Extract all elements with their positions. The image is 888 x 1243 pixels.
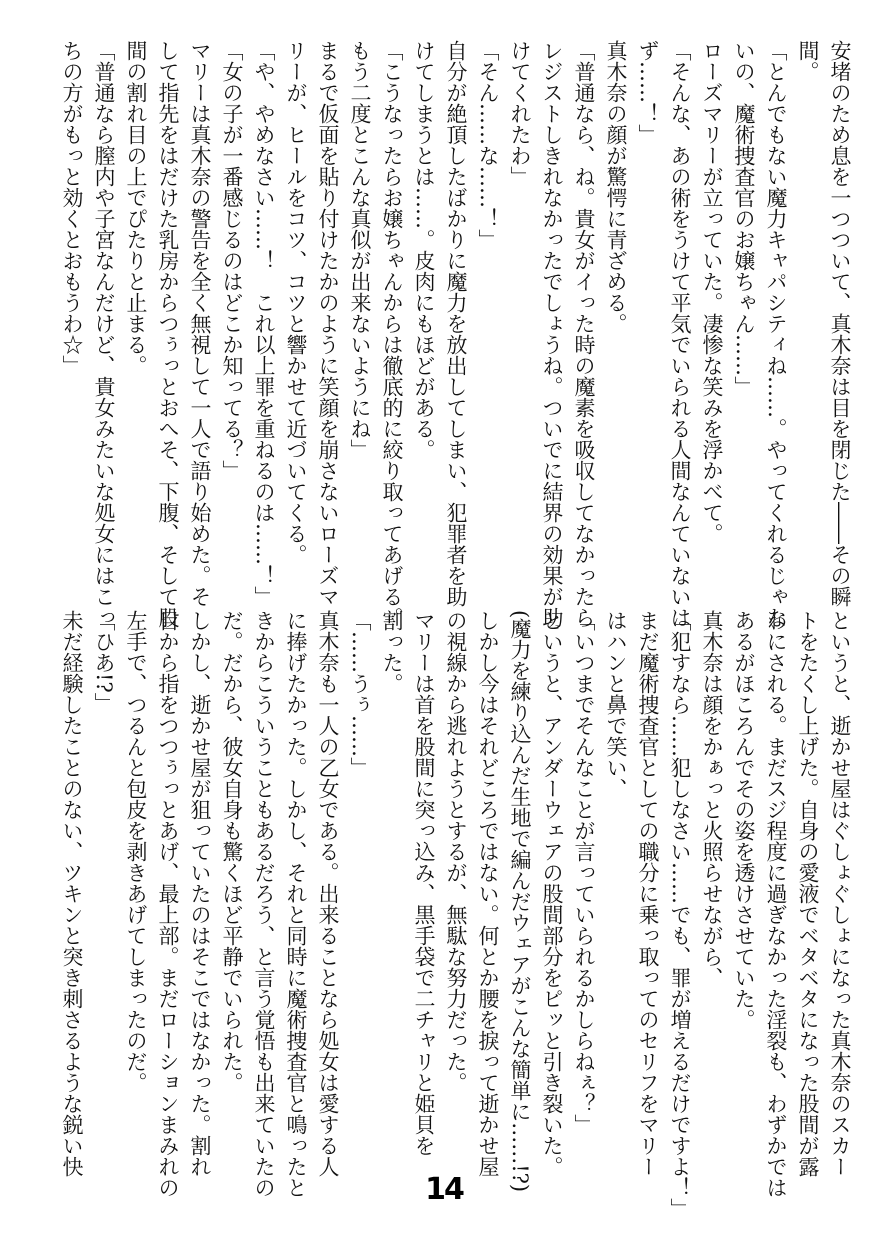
text-line: というと、アンダーウェアの股間部分をピッと引き裂いた。 [540, 610, 564, 1177]
text-line: ちの方がもっと効くとおもうわ☆」 [60, 40, 84, 376]
text-line: マリーは首を股間に突っ込み、黒手袋で二チャリと姫貝を [412, 610, 436, 1156]
text-line: して指先をはだけた乳房からつぅっとおへそ、下腹、そして股 [156, 40, 180, 628]
text-line: 間。 [796, 40, 820, 82]
text-block-upper [56, 40, 856, 628]
text-line: ず……！」 [636, 40, 660, 145]
text-line: 「こうなったらお嬢ちゃんからは徹底的に絞り取ってあげる。 [380, 40, 404, 628]
text-line: もう二度とこんな真似が出来ないようにね」 [348, 40, 372, 460]
text-line: 「ひあ!?」 [92, 610, 116, 714]
text-line: マリーは真木奈の警告を全く無視して一人で語り始めた。そ [188, 40, 212, 607]
text-line: の視線から逃れようとするが、無駄な努力だった。 [444, 610, 468, 1093]
page-number: 14 [425, 1172, 463, 1207]
text-line: 「そん……な……！」 [476, 40, 500, 250]
text-line: 間の割れ目の上でぴたりと止まる。 [124, 40, 148, 376]
text-line: 左手で、つるんと包皮を剥きあげてしまったのだ。 [124, 610, 148, 1093]
text-line: 安堵のため息を一つついて、真木奈は目を閉じた――その瞬 [828, 40, 852, 607]
text-line: レジストしきれなかったでしょうね。ついでに結界の効果が助 [540, 40, 564, 628]
text-line: 目から指をつつぅっとあげ、最上部。まだローションまみれの [156, 610, 180, 1198]
text-line: あるがほころんでその姿を透けさせていた。 [732, 610, 756, 1030]
text-line: きからこういうこともあるだろう、と言う覚悟も出来ていたの [252, 610, 276, 1198]
text-line: 真木奈は顔をかぁっと火照らせながら、 [700, 610, 724, 988]
text-line: しかし今はそれどころではない。何とか腰を捩って逝かせ屋 [476, 610, 500, 1177]
text-line: けてくれたわ」 [508, 40, 532, 187]
text-line: 「犯すなら……犯しなさい……でも、罪が増えるだけですよ！」 [668, 610, 692, 1219]
text-line: に捧げたかった。しかし、それと同時に魔術捜査官と鳴ったと [284, 610, 308, 1198]
text-line: だ。だから、彼女自身も驚くほど平静でいられた。 [220, 610, 244, 1093]
text-line: トをたくし上げた。自身の愛液でベタベタになった股間が露 [796, 610, 820, 1177]
text-line: いの、魔術捜査官のお嬢ちゃん……」 [732, 40, 756, 397]
text-line: 未だ経験したことのない、ツキンと突き刺さるような鋭い快 [60, 610, 84, 1177]
text-line: 「とんでもない魔力キャパシティね……。やってくれるじゃな [764, 40, 788, 628]
text-line: まるで仮面を貼り付けたかのように笑顔を崩さないローズマ [316, 40, 340, 607]
text-line: はハンと鼻で笑い、 [604, 610, 628, 799]
text-line: 自分が絶頂したばかりに魔力を放出してしまい、犯罪者を助 [444, 40, 468, 607]
text-line: リーが、ヒールをコツ、コツと響かせて近づいてくる。 [284, 40, 308, 565]
text-line: というと、逝かせ屋はぐしょぐしょになった真木奈のスカー [828, 610, 852, 1177]
text-line: しかし、逝かせ屋が狙っていたのはそこではなかった。割れ [188, 610, 212, 1177]
text-line: 「……うぅ……」 [348, 610, 372, 778]
text-line: 真木奈も一人の乙女である。出来ることなら処女は愛する人 [316, 610, 340, 1177]
text-line: けてしまうとは……。皮肉にもほどがある。 [412, 40, 436, 460]
text-line: わにされる。まだスジ程度に過ぎなかった淫裂も、わずかでは [764, 610, 788, 1198]
text-line: 「普通なら膣内や子宮なんだけど、貴女みたいな処女にはこっ [92, 40, 116, 628]
text-line: (魔力を練り込んだ生地で編んだウェアがこんな簡単に……!?) [508, 610, 532, 1193]
text-line: ローズマリーが立っていた。凄惨な笑みを浮かべて。 [700, 40, 724, 544]
text-line: 真木奈の顔が驚愕に青ざめる。 [604, 40, 628, 334]
text-line: 「や、やめなさい……！ これ以上罪を重ねるのは……！」 [252, 40, 276, 607]
text-line: まだ魔術捜査官としての職分に乗っ取ってのセリフをマリー [636, 610, 660, 1177]
text-line: 「そんな、あの術をうけて平気でいられる人間なんていないは [668, 40, 692, 628]
text-line: 「女の子が一番感じるのはどこか知ってる？」 [220, 40, 244, 481]
text-line: 割った。 [380, 610, 404, 694]
text-line: 「普通なら、ね。貴女がイった時の魔素を吸収してなかったら [572, 40, 596, 628]
text-line: 「いつまでそんなことが言っていられるかしらねぇ？」 [572, 610, 596, 1135]
